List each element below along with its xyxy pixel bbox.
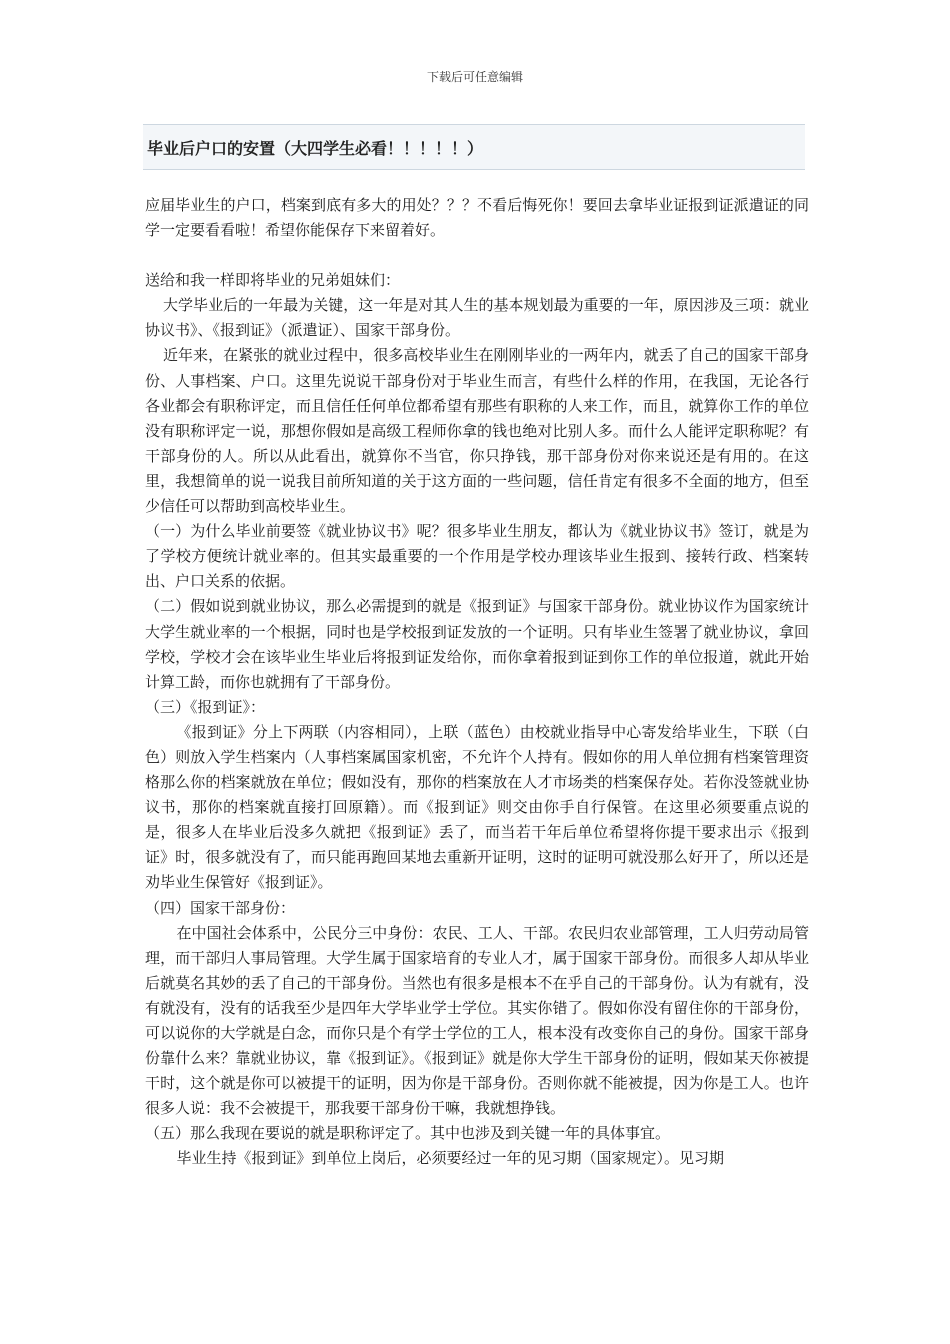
section-five-heading: （五）那么我现在要说的就是职称评定了。其中也涉及到关键一年的具体事宜。 — [145, 1124, 671, 1143]
paragraph-recent-years: 近年来，在紧张的就业过程中，很多高校毕业生在刚刚毕业的一两年内，就丢了自己的国家干部身份、人事档案、户口。这里先说说干部身份对于毕业生而言，有些什么样的作用，在我国，无论各行各业都会有职称评定，而且信任任何单位都希望有那些有职称的人来工作，而且，就算你工作的单位没有职称评定一说，那想你假如是高级工程师你拿的钱也绝对比别人多。而什么人能评定职称呢？有干部身份的人。所以从此看出，就算你不当官，你只挣钱，那干部身份对你来说还是有用的。在这里，我想简单的说一说我目前所知道的关于这方面的一些问题，信任肯定有很多不全面的地方，但至少信任可以帮助到高校毕业生。 — [145, 346, 809, 516]
paragraph-gap — [145, 243, 809, 268]
intro-paragraph: 应届毕业生的户口，档案到底有多大的用处？？？不看后悔死你！要回去拿毕业证报到证派遣证的同学一定要看看啦！希望你能保存下来留着好。 — [145, 196, 809, 240]
section-four-body: 在中国社会体系中，公民分三中身份：农民、工人、干部。农民归农业部管理，工人归劳动局管理，而干部归人事局管理。大学生属于国家培育的专业人才，属于国家干部身份。而很多人却从毕业后就莫名其妙的丢了自己的干部身份。当然也有很多是根本不在乎自己的干部身份。认为有就有，没有就没有，没有的话我至少是四年大学毕业学士学位。其实你错了。假如你没有留住你的干部身份，可以说你的大学就是白念，而你只是个有学士学位的工人，根本没有改变你自己的身份。国家干部身份靠什么来？靠就业协议，靠《报到证》。《报到证》就是你大学生干部身份的证明，假如某天你被提干时，这个就是你可以被提干的证明，因为你是干部身份。否则你就不能被提，因为你是工人。也许很多人说：我不会被提干，那我要干部身份干嘛，我就想挣钱。 — [145, 923, 809, 1118]
article-body — [145, 193, 809, 1172]
paragraph-key-year: 大学毕业后的一年最为关键，这一年是对其人生的基本规划最为重要的一年，原因涉及三项：就业协议书》、《报到证》（派遣证）、国家干部身份。 — [145, 296, 809, 340]
article-title-box — [143, 124, 805, 170]
article-title: 毕业后户口的安置（大四学生必看！！！！！） — [147, 139, 484, 158]
section-three-body: 《报到证》分上下两联（内容相同），上联（蓝色）由校就业指导中心寄发给毕业生，下联（白色）则放入学生档案内（人事档案属国家机密，不允许个人持有。假如你的用人单位拥有档案管理资格那么你的档案就放在单位；假如没有，那你的档案放在人才市场类的档案保存处。若你没签就业协议书，那你的档案就直接打回原籍）。而《报到证》则交由你手自行保管。在这里必须要重点说的是，很多人在毕业后没多久就把《报到证》丢了，而当若干年后单位希望将你提干要求出示《报到证》时，很多就没有了，而只能再跑回某地去重新开证明，这时的证明可就没那么好开了，所以还是劝毕业生保管好《报到证》。 — [145, 722, 809, 892]
section-two: （二）假如说到就业协议，那么必需提到的就是《报到证》与国家干部身份。就业协议作为国家统计大学生就业率的一个根据，同时也是学校报到证发放的一个证明。只有毕业生签署了就业协议，拿回学校，学校才会在该毕业生毕业后将报到证发给你，而你拿着报到证到你工作的单位报道，就此开始计算工龄，而你也就拥有了干部身份。 — [145, 597, 809, 691]
page-header-note: 下载后可任意编辑 — [426, 70, 523, 84]
section-three-heading: （三）《报到证》： — [145, 697, 266, 716]
section-five-body: 毕业生持《报到证》到单位上岗后，必须要经过一年的见习期（国家规定）。见习期 — [176, 1149, 725, 1168]
greeting-line: 送给和我一样即将毕业的兄弟姐妹们： — [145, 271, 401, 290]
section-one: （一）为什么毕业前要签《就业协议书》呢？很多毕业生朋友，都认为《就业协议书》签订，就是为了学校方便统计就业率的。但其实最重要的一个作用是学校办理该毕业生报到、接转行政、档案转出、户口关系的依据。 — [145, 522, 809, 591]
section-four-heading: （四）国家干部身份： — [145, 898, 296, 917]
